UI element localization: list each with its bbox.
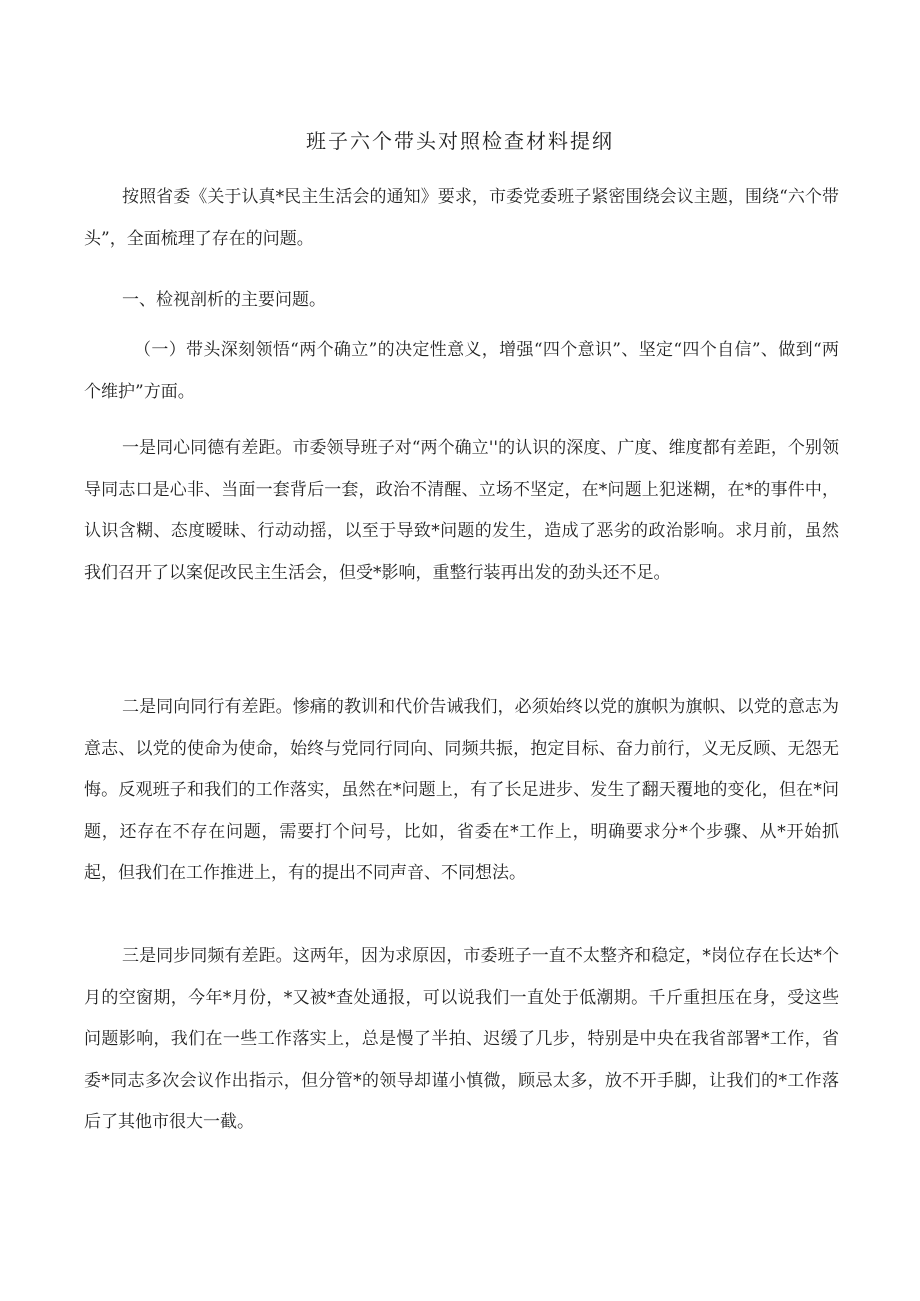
section-heading: 一、检视剖析的主要问题。 <box>122 290 326 310</box>
subsection-heading: （一）带头深刻领悟“两个确立”的决定性意义，增强“四个意识”、坚定“四个自信”、做到“两个维护”方面。 <box>84 340 839 402</box>
intro-paragraph: 按照省委《关于认真*民主生活会的通知》要求，市委党委班子紧密围绕会议主题，围绕“六个带头”，全面梳理了存在的问题。 <box>84 187 839 249</box>
body-paragraph: 二是同向同行有差距。惨痛的教训和代价告诫我们，必须始终以党的旗帜为旗帜、以党的意志为意志、以党的使命为使命，始终与党同行同向、同频共振，抱定目标、奋力前行，义无反顾、无怨无悔。反观班子和我们的工作落实，虽然在*问题上，有了长足进步、发生了翻天覆地的变化，但在*问题，还存在不存在问题，需要打个问号，比如，省委在*工作上，明确要求分*个步骤、从*开始抓起，但我们在工作推进上，有的提出不同声音、不同想法。 <box>84 697 839 883</box>
body-paragraph: 一是同心同德有差距。市委领导班子对“两个确立''的认识的深度、广度、维度都有差距，个别领导同志口是心非、当面一套背后一套，政治不清醒、立场不坚定，在*问题上犯迷糊，在*的事件中，认识含糊、态度暧昧、行动动摇，以至于导致*问题的发生，造成了恶劣的政治影响。求月前，虽然我们召开了以案促改民主生活会，但受*影响，重整行装再出发的劲头还不足。 <box>84 438 839 583</box>
document-title: 班子六个带头对照检查材料提纲 <box>306 129 614 153</box>
body-paragraph: 三是同步同频有差距。这两年，因为求原因，市委班子一直不太整齐和稳定，*岗位存在长达*个月的空窗期，今年*月份，*又被*查处通报，可以说我们一直处于低潮期。千斤重担压在身，受这些问题影响，我们在一些工作落实上，总是慢了半拍、迟缓了几步，特别是中央在我省部署*工作，省委*同志多次会议作出指示，但分管*的领导却谨小慎微，顾忌太多，放不开手脚，让我们的*工作落后了其他市很大一截。 <box>84 946 839 1132</box>
